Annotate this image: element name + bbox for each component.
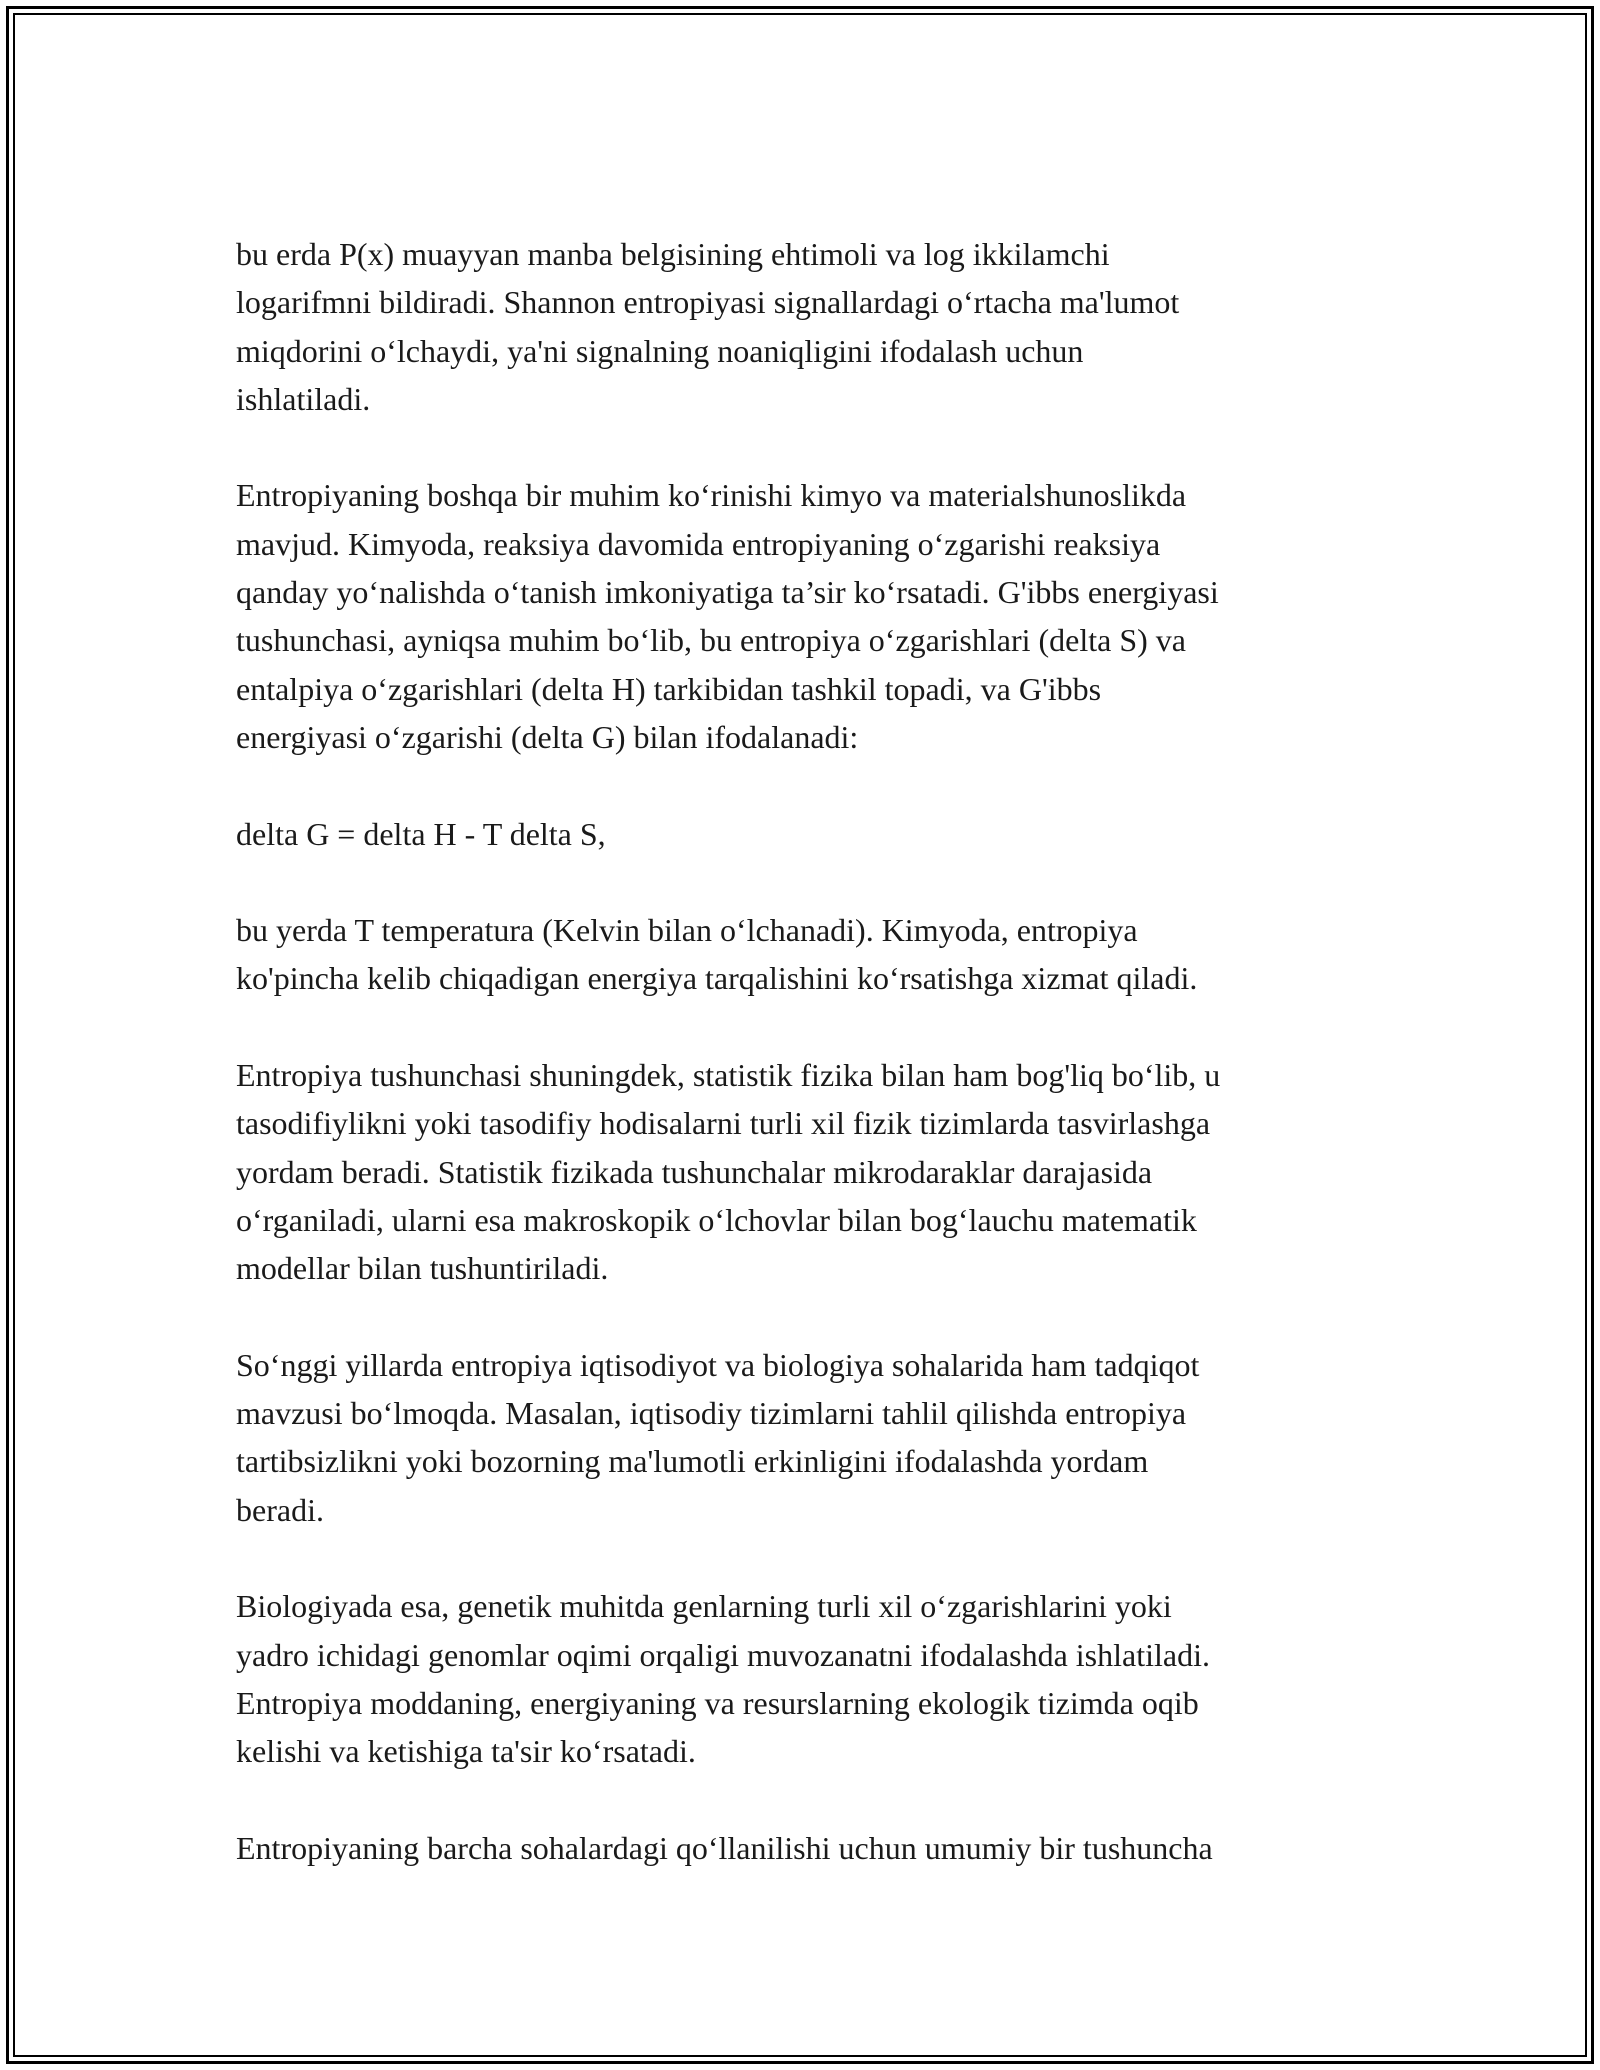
paragraph: [236, 1824, 1366, 1872]
paragraph: [236, 230, 1366, 423]
text-line: tushunchasi, ayniqsa muhim bo‘lib, bu entropiya o‘zgarishlari (delta S) va: [236, 622, 1186, 659]
paragraph: [236, 471, 1366, 761]
text-line: modellar bilan tushuntiriladi.: [236, 1250, 609, 1287]
text-line: Entropiya tushunchasi shuningdek, statistik fizika bilan ham bog'liq bo‘lib, u: [236, 1057, 1221, 1094]
text-line: Entropiya moddaning, energiyaning va resurslarning ekologik tizimda oqib: [236, 1684, 1199, 1721]
text-line: yadro ichidagi genomlar oqimi orqaligi muvozanatni ifodalashda ishlatiladi.: [236, 1636, 1210, 1673]
text-line: energiyasi o‘zgarishi (delta G) bilan ifodalanadi:: [236, 718, 859, 755]
text-line: delta G = delta H - T delta S,: [236, 815, 606, 852]
text-line: Entropiyaning boshqa bir muhim ko‘rinishi kimyo va materialshunoslikda: [236, 477, 1187, 514]
text-line: mavjud. Kimyoda, reaksiya davomida entropiyaning o‘zgarishi reaksiya: [236, 525, 1161, 562]
text-line: bu erda P(x) muayyan manba belgisining ehtimoli va log ikkilamchi: [236, 236, 1110, 272]
paragraph-spacer: [236, 1003, 1366, 1051]
paragraph-spacer: [236, 1293, 1366, 1341]
paragraph-spacer: [236, 761, 1366, 809]
paragraph-spacer: [236, 858, 1366, 906]
text-line: Biologiyada esa, genetik muhitda genlarning turli xil o‘zgarishlarini yoki: [236, 1588, 1172, 1625]
text-line: tartibsizlikni yoki bozorning ma'lumotli erkinligini ifodalashda yordam: [236, 1443, 1149, 1480]
text-line: tasodifiylikni yoki tasodifiy hodisalarni turli xil fizik tizimlarda tasvirlashga: [236, 1105, 1211, 1142]
text-line: bu yerda T temperatura (Kelvin bilan o‘lchanadi). Kimyoda, entropiya: [236, 912, 1138, 949]
text-line: qanday yo‘nalishda o‘tanish imkoniyatiga ta’sir ko‘rsatadi. G'ibbs energiyasi: [236, 574, 1219, 611]
text-line: logarifmni bildiradi. Shannon entropiyasi signallardagi o‘rtacha ma'lumot: [236, 284, 1180, 321]
text-line: entalpiya o‘zgarishlari (delta H) tarkibidan tashkil topadi, va G'ibbs: [236, 670, 1102, 707]
document-body: [236, 230, 1366, 1872]
text-line: ishlatiladi.: [236, 380, 371, 417]
text-line: o‘rganiladi, ularni esa makroskopik o‘lchovlar bilan bog‘lauchu matematik: [236, 1201, 1197, 1238]
paragraph-spacer: [236, 423, 1366, 471]
text-line: kelishi va ketishiga ta'sir ko‘rsatadi.: [236, 1733, 696, 1770]
paragraph: [236, 906, 1366, 1003]
text-line: So‘nggi yillarda entropiya iqtisodiyot va biologiya sohalarida ham tadqiqot: [236, 1346, 1200, 1383]
paragraph: [236, 1341, 1366, 1534]
text-line: mavzusi bo‘lmoqda. Masalan, iqtisodiy tizimlarni tahlil qilishda entropiya: [236, 1395, 1187, 1432]
paragraph: [236, 1051, 1366, 1292]
text-line: Entropiyaning barcha sohalardagi qo‘llanilishi uchun umumiy bir tushuncha: [236, 1829, 1213, 1866]
text-line: miqdorini o‘lchaydi, ya'ni signalning noaniqligini ifodalash uchun: [236, 332, 1084, 369]
paragraph-spacer: [236, 1776, 1366, 1824]
paragraph: [236, 810, 1366, 858]
text-line: beradi.: [236, 1491, 324, 1528]
text-line: ko'pincha kelib chiqadigan energiya tarqalishini ko‘rsatishga xizmat qiladi.: [236, 960, 1198, 997]
paragraph: [236, 1582, 1366, 1775]
text-line: yordam beradi. Statistik fizikada tushunchalar mikrodaraklar darajasida: [236, 1153, 1153, 1190]
paragraph-spacer: [236, 1534, 1366, 1582]
